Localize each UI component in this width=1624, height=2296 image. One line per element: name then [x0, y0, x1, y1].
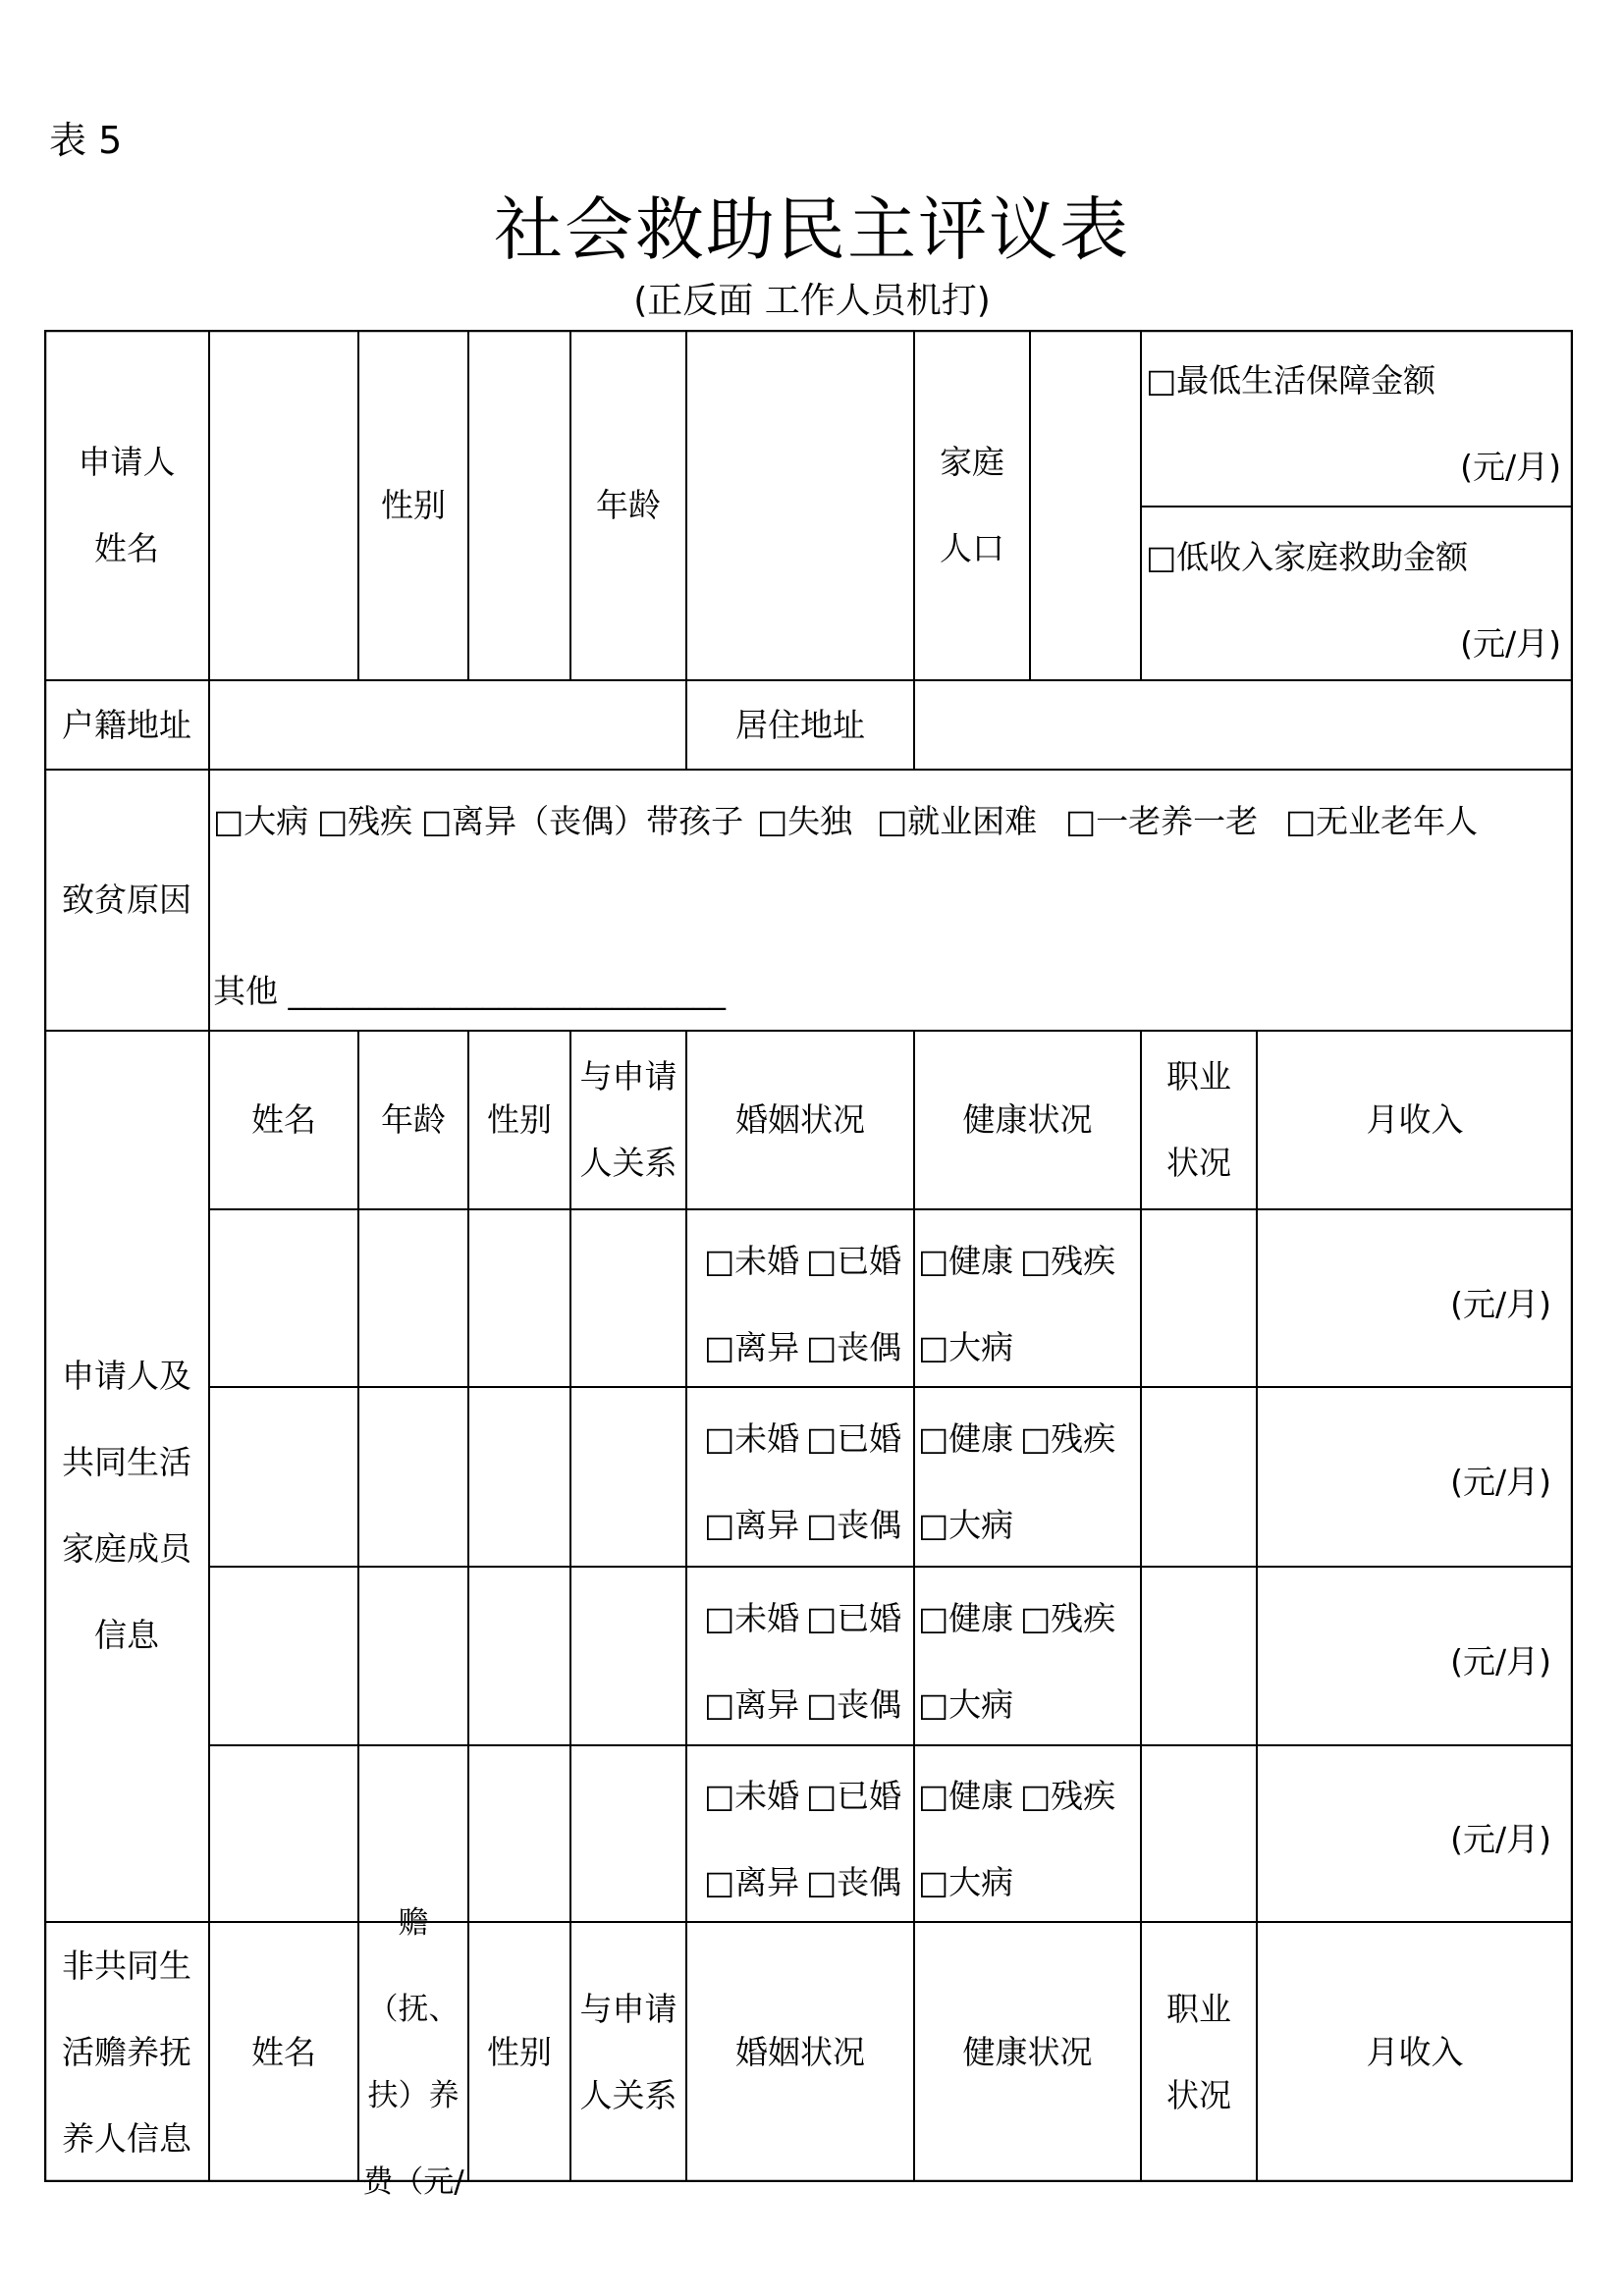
- table-number: 表 5: [49, 119, 123, 162]
- members-header-relation: 与申请 人关系: [579, 1057, 677, 1182]
- marital-unmarried-checkbox[interactable]: □未婚: [704, 1599, 800, 1637]
- marital-divorced-checkbox[interactable]: □离异: [704, 1863, 800, 1901]
- poverty-cause-label: 致贫原因: [62, 881, 191, 919]
- household-size-label: 家庭 人口: [940, 442, 1004, 567]
- health-healthy-checkbox[interactable]: □健康: [918, 1777, 1014, 1815]
- supporters-section-label: 非共同生 活赡养抚 养人信息: [62, 1946, 191, 2158]
- health-disabled-checkbox[interactable]: □残疾: [1020, 1599, 1116, 1637]
- cause-other-field[interactable]: 其他 ___________________________: [213, 972, 726, 1010]
- applicant-gender-label: 性别: [381, 485, 446, 524]
- health-serious-illness-checkbox[interactable]: □大病: [918, 1328, 1014, 1366]
- lowincome-unit: (元/月): [1460, 624, 1561, 663]
- supporters-header-name: 姓名: [251, 2032, 316, 2071]
- income-unit: (元/月): [1450, 1285, 1551, 1323]
- supporters-header-health: 健康状况: [962, 2032, 1093, 2071]
- cause-serious-illness-checkbox[interactable]: □大病: [213, 802, 309, 840]
- health-serious-illness-checkbox[interactable]: □大病: [918, 1863, 1014, 1901]
- applicant-name-label: 申请人 姓名: [78, 442, 176, 567]
- members-header-income: 月收入: [1366, 1100, 1464, 1139]
- supporters-header-gender: 性别: [487, 2032, 552, 2071]
- marital-widowed-checkbox[interactable]: □丧偶: [806, 1328, 902, 1366]
- members-header-health: 健康状况: [962, 1100, 1093, 1139]
- marital-married-checkbox[interactable]: □已婚: [806, 1242, 902, 1280]
- hukou-address-label: 户籍地址: [62, 705, 191, 744]
- health-disabled-checkbox[interactable]: □残疾: [1020, 1419, 1116, 1458]
- members-header-marital: 婚姻状况: [735, 1100, 865, 1139]
- cause-lost-only-child-checkbox[interactable]: □失独: [757, 802, 853, 840]
- cause-single-parent-checkbox[interactable]: □离异（丧偶）带孩子: [421, 802, 744, 840]
- members-section-label: 申请人及 共同生活 家庭成员 信息: [62, 1357, 191, 1654]
- lowincome-amount-checkbox[interactable]: □低收入家庭救助金额: [1146, 538, 1469, 576]
- health-healthy-checkbox[interactable]: □健康: [918, 1419, 1014, 1458]
- marital-divorced-checkbox[interactable]: □离异: [704, 1685, 800, 1724]
- page-title: 社会救助民主评议表: [494, 189, 1130, 270]
- income-unit: (元/月): [1450, 1463, 1551, 1501]
- health-serious-illness-checkbox[interactable]: □大病: [918, 1685, 1014, 1724]
- health-healthy-checkbox[interactable]: □健康: [918, 1242, 1014, 1280]
- supporters-header-relation: 与申请 人关系: [579, 1989, 677, 2114]
- health-disabled-checkbox[interactable]: □残疾: [1020, 1242, 1116, 1280]
- applicant-age-label: 年龄: [596, 485, 661, 524]
- page-subtitle: (正反面 工作人员机打): [633, 281, 991, 321]
- marital-unmarried-checkbox[interactable]: □未婚: [704, 1242, 800, 1280]
- residence-address-label: 居住地址: [735, 705, 865, 744]
- marital-divorced-checkbox[interactable]: □离异: [704, 1328, 800, 1366]
- supporters-header-occupation: 职业 状况: [1166, 1989, 1231, 2114]
- marital-married-checkbox[interactable]: □已婚: [806, 1419, 902, 1458]
- members-header-age: 年龄: [381, 1100, 446, 1139]
- income-unit: (元/月): [1450, 1642, 1551, 1681]
- supporters-header-marital: 婚姻状况: [735, 2032, 865, 2071]
- cause-unemployed-elderly-checkbox[interactable]: □无业老年人: [1285, 802, 1479, 840]
- health-disabled-checkbox[interactable]: □残疾: [1020, 1777, 1116, 1815]
- cause-disability-checkbox[interactable]: □残疾: [317, 802, 413, 840]
- evaluation-form-table: [44, 330, 1573, 2200]
- marital-married-checkbox[interactable]: □已婚: [806, 1599, 902, 1637]
- marital-unmarried-checkbox[interactable]: □未婚: [704, 1419, 800, 1458]
- cause-unemployment-checkbox[interactable]: □就业困难: [877, 802, 1038, 840]
- marital-married-checkbox[interactable]: □已婚: [806, 1777, 902, 1815]
- marital-unmarried-checkbox[interactable]: □未婚: [704, 1777, 800, 1815]
- members-header-occupation: 职业 状况: [1166, 1057, 1231, 1182]
- cause-elder-care-checkbox[interactable]: □一老养一老: [1065, 802, 1259, 840]
- health-healthy-checkbox[interactable]: □健康: [918, 1599, 1014, 1637]
- members-header-name: 姓名: [251, 1100, 316, 1139]
- marital-widowed-checkbox[interactable]: □丧偶: [806, 1863, 902, 1901]
- health-serious-illness-checkbox[interactable]: □大病: [918, 1506, 1014, 1544]
- dibao-unit: (元/月): [1460, 448, 1561, 486]
- marital-widowed-checkbox[interactable]: □丧偶: [806, 1685, 902, 1724]
- marital-divorced-checkbox[interactable]: □离异: [704, 1506, 800, 1544]
- income-unit: (元/月): [1450, 1820, 1551, 1858]
- supporters-header-income: 月收入: [1366, 2032, 1464, 2071]
- members-header-gender: 性别: [487, 1100, 552, 1139]
- dibao-amount-checkbox[interactable]: □最低生活保障金额: [1146, 361, 1436, 400]
- marital-widowed-checkbox[interactable]: □丧偶: [806, 1506, 902, 1544]
- supporters-header-support-fee: 赡（抚、 扶）养 费（元/: [362, 1904, 464, 2200]
